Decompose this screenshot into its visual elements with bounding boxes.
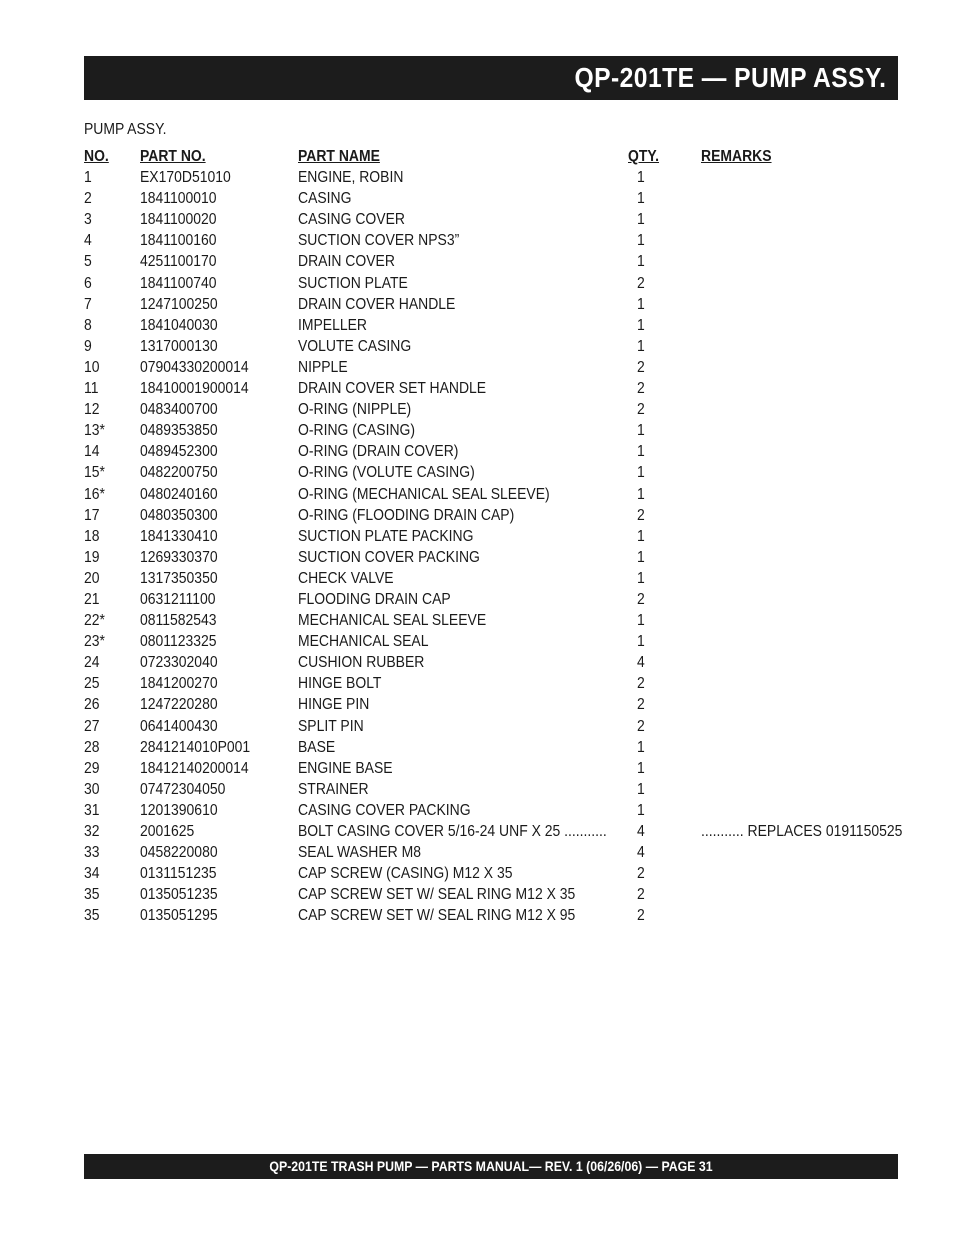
cell-part-name: MECHANICAL SEAL SLEEVE xyxy=(298,612,487,630)
footer-bar xyxy=(84,1154,898,1179)
cell-part-name: O-RING (MECHANICAL SEAL SLEEVE) xyxy=(298,485,550,503)
cell-part-no: 1841330410 xyxy=(140,527,218,545)
cell-qty: 1 xyxy=(637,190,645,208)
cell-part-name: DRAIN COVER SET HANDLE xyxy=(298,380,487,398)
cell-qty: 1 xyxy=(637,464,645,482)
cell-qty: 2 xyxy=(637,886,645,904)
table-row xyxy=(84,842,898,863)
table-row xyxy=(84,462,898,483)
table-row xyxy=(84,779,898,800)
cell-part-name: SUCTION PLATE PACKING xyxy=(298,527,474,545)
column-header-qty: QTY. xyxy=(628,148,660,165)
table-row xyxy=(84,884,898,905)
cell-part-name: BASE xyxy=(298,738,336,756)
cell-part-name: SEAL WASHER M8 xyxy=(298,844,422,862)
cell-no: 24 xyxy=(84,654,100,672)
column-header-part-no: PART NO. xyxy=(140,148,206,165)
cell-part-name: SUCTION PLATE xyxy=(298,274,408,292)
table-row xyxy=(84,694,898,715)
cell-part-no: 18410001900014 xyxy=(140,380,249,398)
cell-part-name: SUCTION COVER PACKING xyxy=(298,548,480,566)
cell-part-no: 1317350350 xyxy=(140,569,218,587)
cell-qty: 2 xyxy=(637,907,645,925)
table-row xyxy=(84,526,898,547)
cell-part-no: 0811582543 xyxy=(140,612,217,630)
cell-part-no: 1841200270 xyxy=(140,675,218,693)
column-header-part-name: PART NAME xyxy=(298,148,380,165)
cell-part-no: 0489452300 xyxy=(140,443,218,461)
cell-part-no: 0489353850 xyxy=(140,422,218,440)
table-row xyxy=(84,484,898,505)
cell-no: 19 xyxy=(84,548,100,566)
cell-no: 25 xyxy=(84,675,100,693)
cell-part-no: 2841214010P001 xyxy=(140,738,251,756)
cell-part-name: CAP SCREW SET W/ SEAL RING M12 X 95 xyxy=(298,907,576,925)
footer-text: QP-201TE TRASH PUMP — PARTS MANUAL— REV. 1 (06/26/06) — PAGE 31 xyxy=(269,1158,713,1174)
cell-part-name: DRAIN COVER xyxy=(298,253,395,271)
cell-part-name: IMPELLER xyxy=(298,316,368,334)
cell-no: 5 xyxy=(84,253,92,271)
cell-part-name: CUSHION RUBBER xyxy=(298,654,425,672)
cell-no: 22* xyxy=(84,612,105,630)
cell-no: 10 xyxy=(84,358,100,376)
table-row xyxy=(84,673,898,694)
cell-no: 1 xyxy=(84,169,92,187)
table-row xyxy=(84,737,898,758)
parts-table xyxy=(84,146,903,926)
cell-part-no: 0641400430 xyxy=(140,717,218,735)
column-header-no: NO. xyxy=(84,148,109,165)
cell-qty: 2 xyxy=(637,675,645,693)
table-row xyxy=(84,188,898,209)
cell-part-no: 0458220080 xyxy=(140,844,218,862)
table-row xyxy=(84,821,903,842)
cell-part-no: 1841100020 xyxy=(140,211,217,229)
cell-no: 9 xyxy=(84,337,92,355)
cell-no: 17 xyxy=(84,506,100,524)
page-title: QP-201TE — PUMP ASSY. xyxy=(574,62,886,93)
table-row xyxy=(84,568,898,589)
cell-qty: 1 xyxy=(637,211,645,229)
cell-no: 26 xyxy=(84,696,100,714)
cell-part-name: CASING COVER PACKING xyxy=(298,801,471,819)
table-row xyxy=(84,399,898,420)
cell-qty: 2 xyxy=(637,717,645,735)
cell-part-name: O-RING (NIPPLE) xyxy=(298,401,412,419)
table-row xyxy=(84,167,898,188)
table-row xyxy=(84,652,898,673)
cell-part-name: ENGINE, ROBIN xyxy=(298,169,404,187)
table-row xyxy=(84,800,898,821)
cell-no: 4 xyxy=(84,232,92,250)
table-row xyxy=(84,315,898,336)
cell-part-no: 0135051295 xyxy=(140,907,218,925)
cell-part-name: CAP SCREW SET W/ SEAL RING M12 X 35 xyxy=(298,886,576,904)
cell-part-no: 2001625 xyxy=(140,823,195,840)
cell-no: 16* xyxy=(84,485,105,503)
cell-qty: 1 xyxy=(637,527,645,545)
cell-no: 31 xyxy=(84,801,100,819)
table-row xyxy=(84,863,898,884)
cell-qty: 1 xyxy=(637,633,645,651)
header-bar xyxy=(84,56,898,100)
cell-qty: 2 xyxy=(637,358,645,376)
cell-no: 11 xyxy=(84,380,99,398)
cell-part-no: 0135051235 xyxy=(140,886,218,904)
cell-no: 3 xyxy=(84,211,92,229)
cell-part-name: MECHANICAL SEAL xyxy=(298,633,429,651)
cell-part-no: 0801123325 xyxy=(140,633,217,651)
cell-part-no: 0482200750 xyxy=(140,464,218,482)
cell-part-name: VOLUTE CASING xyxy=(298,337,412,355)
cell-qty: 1 xyxy=(637,422,645,440)
cell-no: 21 xyxy=(84,590,100,608)
cell-part-name: CAP SCREW (CASING) M12 X 35 xyxy=(298,865,513,883)
cell-qty: 1 xyxy=(637,780,645,798)
cell-part-name: O-RING (VOLUTE CASING) xyxy=(298,464,475,482)
cell-qty: 1 xyxy=(637,253,645,271)
cell-part-name: SUCTION COVER NPS3” xyxy=(298,232,460,250)
cell-part-name: CASING xyxy=(298,190,352,208)
cell-qty: 2 xyxy=(637,380,645,398)
table-body xyxy=(84,167,903,926)
cell-no: 35 xyxy=(84,886,100,904)
cell-part-name: CASING COVER xyxy=(298,211,405,229)
cell-no: 30 xyxy=(84,780,100,798)
table-row xyxy=(84,758,898,779)
cell-part-name: O-RING (CASING) xyxy=(298,422,416,440)
cell-qty: 2 xyxy=(637,274,645,292)
table-header-row xyxy=(84,146,898,167)
cell-no: 32 xyxy=(84,823,100,840)
cell-part-no: 0480350300 xyxy=(140,506,218,524)
cell-no: 28 xyxy=(84,738,100,756)
cell-no: 15* xyxy=(84,464,105,482)
cell-qty: 1 xyxy=(637,169,645,187)
table-row xyxy=(84,905,898,926)
cell-qty: 1 xyxy=(637,801,645,819)
table-row xyxy=(84,716,898,737)
cell-part-no: 1269330370 xyxy=(140,548,218,566)
cell-part-no: 18412140200014 xyxy=(140,759,249,777)
cell-part-no: 4251100170 xyxy=(140,253,217,271)
cell-qty: 2 xyxy=(637,401,645,419)
cell-qty: 1 xyxy=(637,295,645,313)
table-row xyxy=(84,209,898,230)
cell-part-no: 0483400700 xyxy=(140,401,218,419)
cell-qty: 1 xyxy=(637,759,645,777)
table-row xyxy=(84,631,898,652)
table-row xyxy=(84,441,898,462)
cell-qty: 1 xyxy=(637,443,645,461)
cell-no: 13* xyxy=(84,422,105,440)
cell-qty: 1 xyxy=(637,569,645,587)
cell-part-no: EX170D51010 xyxy=(140,169,231,187)
cell-no: 18 xyxy=(84,527,100,545)
cell-part-no: 0131151235 xyxy=(140,865,217,883)
table-row xyxy=(84,357,898,378)
cell-part-no: 1247100250 xyxy=(140,295,218,313)
column-header-remarks: REMARKS xyxy=(701,148,772,165)
cell-qty: 2 xyxy=(637,590,645,608)
cell-no: 12 xyxy=(84,401,100,419)
table-row xyxy=(84,378,898,399)
cell-part-name: CHECK VALVE xyxy=(298,569,394,587)
cell-qty: 2 xyxy=(637,506,645,524)
table-row xyxy=(84,547,898,568)
table-row xyxy=(84,251,898,272)
cell-no: 20 xyxy=(84,569,100,587)
cell-qty: 1 xyxy=(637,485,645,503)
table-row xyxy=(84,610,898,631)
table-row xyxy=(84,294,898,315)
cell-part-name: O-RING (DRAIN COVER) xyxy=(298,443,459,461)
cell-part-no: 07472304050 xyxy=(140,780,226,798)
cell-qty: 1 xyxy=(637,316,645,334)
cell-part-no: 07904330200014 xyxy=(140,358,249,376)
cell-no: 6 xyxy=(84,274,92,292)
cell-no: 23* xyxy=(84,633,105,651)
cell-part-no: 1841040030 xyxy=(140,316,218,334)
cell-part-name: SPLIT PIN xyxy=(298,717,364,735)
cell-part-name: O-RING (FLOODING DRAIN CAP) xyxy=(298,506,515,524)
cell-no: 34 xyxy=(84,865,100,883)
cell-part-name: HINGE BOLT xyxy=(298,675,382,693)
cell-part-no: 1841100740 xyxy=(140,274,217,292)
cell-part-no: 0723302040 xyxy=(140,654,218,672)
table-row xyxy=(84,420,898,441)
table-row xyxy=(84,273,898,294)
cell-no: 7 xyxy=(84,295,92,313)
cell-remarks: ........... REPLACES 0191150525 xyxy=(701,823,903,840)
cell-no: 8 xyxy=(84,316,92,334)
cell-qty: 1 xyxy=(637,738,645,756)
cell-part-no: 0480240160 xyxy=(140,485,218,503)
cell-qty: 1 xyxy=(637,612,645,630)
table-row xyxy=(84,589,898,610)
cell-no: 2 xyxy=(84,190,92,208)
table-row xyxy=(84,505,898,526)
cell-qty: 4 xyxy=(637,654,645,672)
cell-no: 35 xyxy=(84,907,100,925)
cell-qty: 1 xyxy=(637,337,645,355)
cell-no: 33 xyxy=(84,844,100,862)
cell-no: 29 xyxy=(84,759,100,777)
cell-qty: 4 xyxy=(637,844,645,862)
table-row xyxy=(84,336,898,357)
cell-part-name: FLOODING DRAIN CAP xyxy=(298,590,451,608)
cell-part-name: NIPPLE xyxy=(298,358,348,376)
cell-part-no: 1201390610 xyxy=(140,801,218,819)
cell-part-name: STRAINER xyxy=(298,780,369,798)
cell-part-name: DRAIN COVER HANDLE xyxy=(298,295,456,313)
cell-part-name: ENGINE BASE xyxy=(298,759,393,777)
table-row xyxy=(84,230,898,251)
cell-qty: 4 xyxy=(637,823,645,840)
cell-no: 27 xyxy=(84,717,100,735)
cell-part-no: 1247220280 xyxy=(140,696,218,714)
cell-part-name: BOLT CASING COVER 5/16-24 UNF X 25 ........... xyxy=(298,823,607,840)
cell-no: 14 xyxy=(84,443,100,461)
cell-qty: 2 xyxy=(637,865,645,883)
cell-qty: 1 xyxy=(637,548,645,566)
cell-part-no: 1317000130 xyxy=(140,337,218,355)
section-label: PUMP ASSY. xyxy=(84,121,167,138)
cell-part-no: 1841100160 xyxy=(140,232,217,250)
cell-qty: 2 xyxy=(637,696,645,714)
cell-part-no: 1841100010 xyxy=(140,190,217,208)
cell-part-no: 0631211100 xyxy=(140,590,216,608)
cell-qty: 1 xyxy=(637,232,645,250)
cell-part-name: HINGE PIN xyxy=(298,696,370,714)
